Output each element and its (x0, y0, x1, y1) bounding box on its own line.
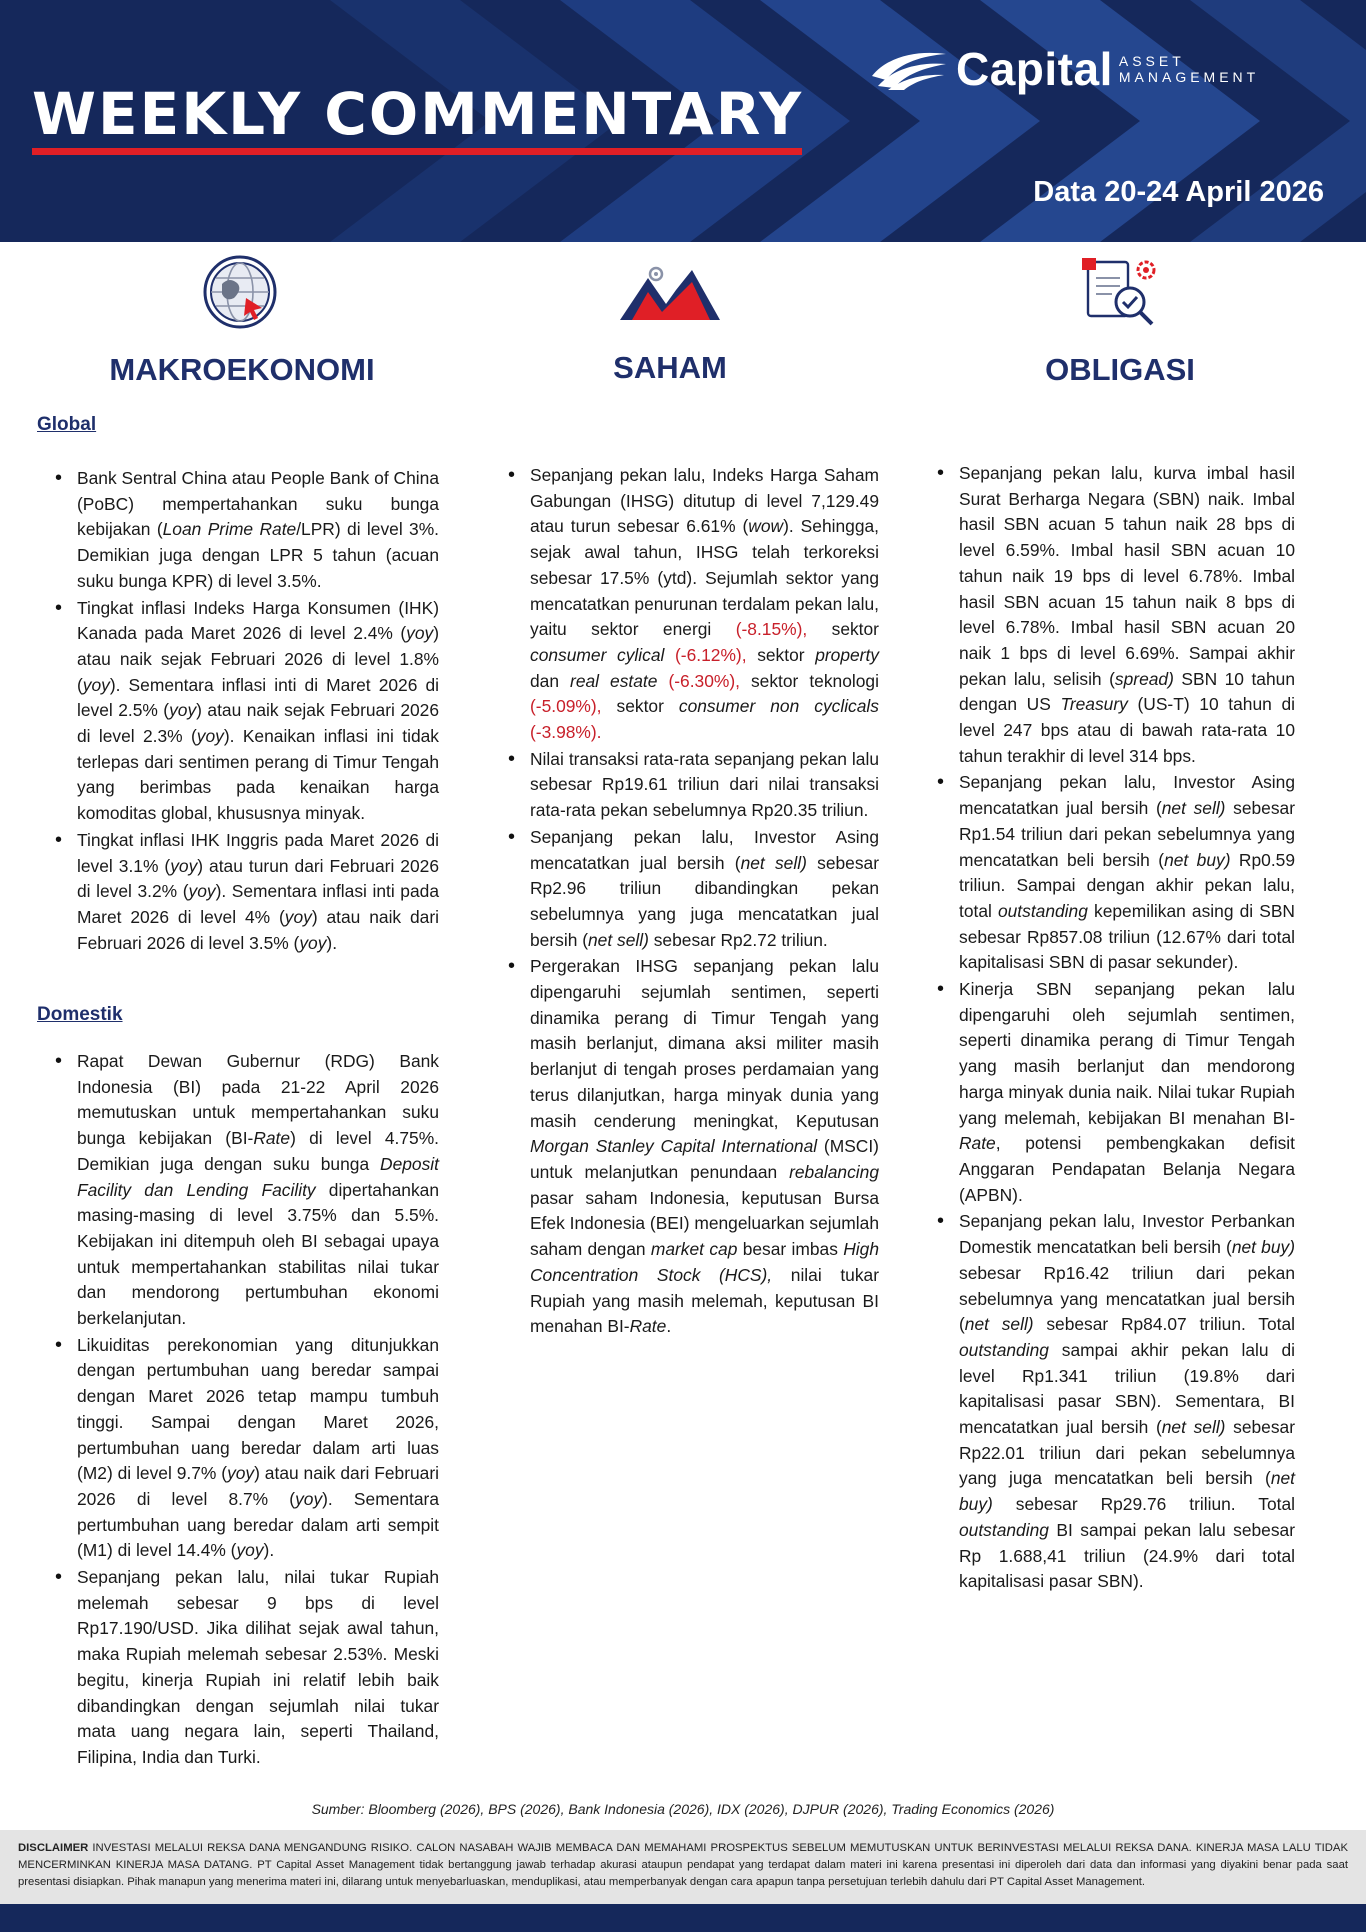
list-item: • Likuiditas perekonomian yang ditunjukkan dengan pertumbuhan uang beredar sampai dengan Maret 2026 tetap mampu tumbuh tinggi. Sampai dengan Maret 2026, pertumbuhan uang beredar dalam arti luas (M2) di level 9.7% (yoy) atau naik dari Februari 2026 di level 8.7% (yoy). Sementara pertumbuhan uang beredar dalam arti sempit (M1) di level 14.4% (yoy). (77, 1333, 439, 1564)
disclaimer-label: DISCLAIMER (18, 1842, 89, 1854)
list-item: • Tingkat inflasi IHK Inggris pada Maret 2026 di level 3.1% (yoy) atau turun dari Februari 2026 di level 3.2% (yoy). Sementara inflasi inti pada Maret 2026 di level 4% (yoy) atau naik dari Februari 2026 di level 3.5% (yoy). (77, 828, 439, 957)
source-note: Sumber: Bloomberg (2026), BPS (2026), Bank Indonesia (2026), IDX (2026), DJPUR (2026), Trading Economics (2026) (311, 1801, 1055, 1817)
obligasi-column (959, 461, 1295, 1595)
capital-swoosh-icon (868, 46, 950, 92)
disclaimer-text: INVESTASI MELALUI REKSA DANA MENGANDUNG RISIKO. CALON NASABAH WAJIB MEMBACA DAN MEMAHAMI PROSPEKTUS SEBELUM MEMUTUSKAN UNTUK BERINVESTASI MELALUI REKSA DANA. KINERJA MASA LALU TIDAK MENCERMINKAN KINERJA MASA DATANG. PT Capital Asset Management tidak bertanggung jawab terhadap akurasi ataupun pendapat yang terdapat dalam materi ini karena presentasi ini diperoleh dari data dan informasi yang diyakini benar pada saat presentasi disiapkan. Pihak manapun yang menerima materi ini, dilarang untuk menyebarluaskan, menduplikasi, atau memperbanyak dengan cara apapun tanpa persetujuan terlebih dahulu dari PT Capital Asset Management. (18, 1842, 1348, 1888)
section-title-makroekonomi: MAKROEKONOMI (109, 352, 375, 387)
saham-column (530, 463, 879, 1340)
section-title-obligasi: OBLIGASI (1045, 352, 1195, 387)
list-item: • Sepanjang pekan lalu, Indeks Harga Saham Gabungan (IHSG) ditutup di level 7,129.49 atau turun sebesar 6.61% (wow). Sehingga, sejak awal tahun, IHSG telah terkoreksi sebesar 17.5% (ytd). Sejumlah sektor yang mencatatkan penurunan terdalam pekan lalu, yaitu sektor energi (-8.15%), sektor consumer cylical (-6.12%), sektor property dan real estate (-6.30%), sektor teknologi (-5.09%), sektor consumer non cyclicals (-3.98%). (530, 463, 879, 746)
brand-sub-line-2: MANAGEMENT (1118, 69, 1260, 85)
list-item: • Kinerja SBN sepanjang pekan lalu dipengaruhi oleh sejumlah sentimen, seperti dinamika perang di Timur Tengah yang masih berlanjut dan mendorong harga minyak dunia naik. Nilai tukar Rupiah yang melemah, kebijakan BI menahan BI-Rate, potensi pembengkakan defisit Anggaran Pendapatan Belanja Negara (APBN). (959, 977, 1295, 1208)
brand-name: Capital (956, 43, 1113, 95)
subheading-domestik: Domestik (37, 1004, 123, 1025)
disclaimer (0, 1830, 1366, 1904)
list-item: • Rapat Dewan Gubernur (RDG) Bank Indonesia (BI) pada 21-22 April 2026 memutuskan untuk mempertahankan suku bunga kebijakan (BI-Rate) di level 4.75%. Demikian juga dengan suku bunga Deposit Facility dan Lending Facility dipertahankan masing-masing di level 3.75% dan 5.5%. Kebijakan ini ditempuh oleh BI sebagai upaya untuk mempertahankan stabilitas nilai tukar dan mendorong pertumbuhan ekonomi berkelanjutan. (77, 1049, 439, 1332)
header-banner (0, 0, 1366, 242)
list-item: • Sepanjang pekan lalu, kurva imbal hasil Surat Berharga Negara (SBN) naik. Imbal hasil SBN acuan 5 tahun naik 28 bps di level 6.59%. Imbal hasil SBN acuan 10 tahun naik 19 bps di level 6.78%. Imbal hasil SBN acuan 15 tahun naik 8 bps di level 6.78%. Imbal hasil SBN acuan 20 naik 1 bps di level 6.69%. Sampai akhir pekan lalu, selisih (spread) SBN 10 tahun dengan US Treasury (US-T) 10 tahun di level 247 bps atau di bawah rata-rata 10 tahun terakhir di level 314 bps. (959, 461, 1295, 769)
report-date: Data 20-24 April 2026 (1033, 176, 1324, 208)
list-item: • Sepanjang pekan lalu, Investor Perbankan Domestik mencatatkan beli bersih (net buy) sebesar Rp16.42 triliun dari pekan sebelumnya yang mencatatkan jual bersih (net sell) sebesar Rp84.07 triliun. Total outstanding sampai akhir pekan lalu di level Rp1.341 triliun (19.8% dari kapitalisasi pasar SBN). Sementara, BI mencatatkan jual bersih (net sell) sebesar Rp22.01 triliun dari pekan sebelumnya yang juga mencatatkan beli bersih (net buy) sebesar Rp29.76 triliun. Total outstanding BI sampai pekan lalu sebesar Rp 1.688,41 triliun (24.9% dari total kapitalisasi pasar SBN). (959, 1209, 1295, 1595)
makro-domestik-column (77, 1049, 439, 1771)
globe-icon (202, 254, 278, 330)
footer-bar (0, 1904, 1366, 1932)
stock-mountain-icon (618, 262, 722, 322)
list-item: • Nilai transaksi rata-rata sepanjang pekan lalu sebesar Rp19.61 triliun dari nilai transaksi rata-rata pekan sebelumnya Rp20.35 triliun. (530, 747, 879, 824)
title-underline (32, 148, 802, 155)
brand-sub-line-1: ASSET (1118, 53, 1185, 69)
brand-subtitle (1119, 53, 1259, 85)
brand-logo (868, 43, 1260, 95)
list-item: • Tingkat inflasi Indeks Harga Konsumen (IHK) Kanada pada Maret 2026 di level 2.4% (yoy) atau naik sejak Februari 2026 di level 1.8% (yoy). Sementara inflasi inti di Maret 2026 di level 2.5% (yoy) atau naik sejak Februari 2026 di level 2.3% (yoy). Kenaikan inflasi ini tidak terlepas dari sentimen perang di Timur Tengah yang berimbas pada kenaikan harga komoditas global, khususnya minyak. (77, 596, 439, 827)
list-item: • Pergerakan IHSG sepanjang pekan lalu dipengaruhi sejumlah sentimen, seperti dinamika perang di Timur Tengah yang masih berlanjut, dimana aksi militer masih berlanjut di tengah proses perdamaian yang terus dilanjutkan, harga minyak dunia yang masih cenderung meningkat, Keputusan Morgan Stanley Capital International (MSCI) untuk melanjutkan penundaan rebalancing pasar saham Indonesia, keputusan Bursa Efek Indonesia (BEI) mengeluarkan sejumlah saham dengan market cap besar imbas High Concentration Stock (HCS), nilai tukar Rupiah yang masih melemah, keputusan BI menahan BI-Rate. (530, 954, 879, 1340)
list-item: • Sepanjang pekan lalu, Investor Asing mencatatkan jual bersih (net sell) sebesar Rp1.54 triliun dari pekan sebelumnya yang mencatatkan beli bersih (net buy) Rp0.59 triliun. Sampai dengan akhir pekan lalu, total outstanding kepemilikan asing di SBN sebesar Rp857.08 triliun (12.67% dari total kapitalisasi SBN di pasar sekunder). (959, 770, 1295, 976)
section-title-saham: SAHAM (613, 350, 727, 385)
page-title: WEEKLY COMMENTARY (32, 80, 804, 148)
list-item: • Sepanjang pekan lalu, Investor Asing mencatatkan jual bersih (net sell) sebesar Rp2.96 triliun dibandingkan pekan sebelumnya yang juga mencatatkan jual bersih (net sell) sebesar Rp2.72 triliun. (530, 825, 879, 954)
makro-global-column (77, 466, 439, 956)
document-analysis-icon (1080, 256, 1160, 332)
list-item: • Bank Sentral China atau People Bank of China (PoBC) mempertahankan suku bunga kebijakan (Loan Prime Rate/LPR) di level 3%. Demikian juga dengan LPR 5 tahun (acuan suku bunga KPR) di level 3.5%. (77, 466, 439, 595)
list-item: • Sepanjang pekan lalu, nilai tukar Rupiah melemah sebesar 9 bps di level Rp17.190/USD. Jika dilihat sejak awal tahun, maka Rupiah melemah sebesar 2.53%. Meski begitu, kinerja Rupiah ini relatif lebih baik dibandingkan dengan sejumlah nilai tukar mata uang negara lain, seperti Thailand, Filipina, India dan Turki. (77, 1565, 439, 1771)
subheading-global: Global (37, 414, 97, 435)
